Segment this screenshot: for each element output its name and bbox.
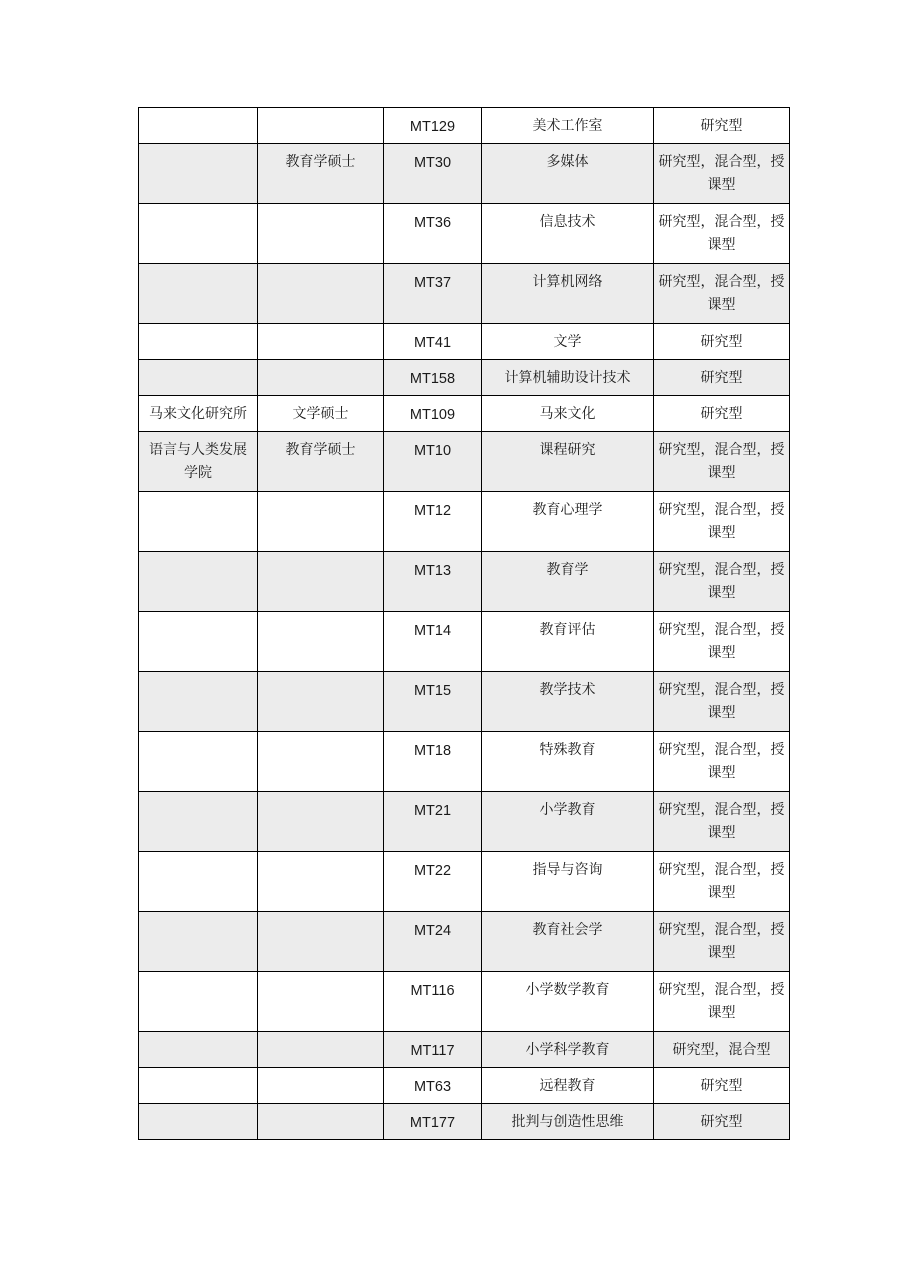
- field-cell: 小学数学教育: [482, 972, 654, 1032]
- degree-cell: [258, 972, 384, 1032]
- degree-cell: [258, 1104, 384, 1140]
- programs-table: [138, 107, 790, 1140]
- table-row: [139, 792, 790, 852]
- course-code-cell: MT12: [384, 492, 482, 552]
- faculty-cell: [139, 1104, 258, 1140]
- degree-cell: [258, 912, 384, 972]
- course-code-cell: MT13: [384, 552, 482, 612]
- field-cell: 信息技术: [482, 204, 654, 264]
- course-code-cell: MT37: [384, 264, 482, 324]
- field-cell: 小学教育: [482, 792, 654, 852]
- study-mode-cell: 研究型: [654, 324, 790, 360]
- degree-cell: [258, 1068, 384, 1104]
- degree-cell: [258, 732, 384, 792]
- table-row: [139, 204, 790, 264]
- field-cell: 特殊教育: [482, 732, 654, 792]
- course-code-cell: MT109: [384, 396, 482, 432]
- study-mode-cell: 研究型，混合型，授课型: [654, 492, 790, 552]
- course-code-cell: MT21: [384, 792, 482, 852]
- faculty-cell: [139, 912, 258, 972]
- table-row: [139, 1032, 790, 1068]
- faculty-cell: [139, 204, 258, 264]
- degree-cell: [258, 264, 384, 324]
- field-cell: 远程教育: [482, 1068, 654, 1104]
- faculty-cell: [139, 360, 258, 396]
- faculty-cell: [139, 612, 258, 672]
- study-mode-cell: 研究型，混合型，授课型: [654, 144, 790, 204]
- degree-cell: [258, 108, 384, 144]
- degree-cell: [258, 204, 384, 264]
- degree-cell: [258, 672, 384, 732]
- field-cell: 教学技术: [482, 672, 654, 732]
- field-cell: 计算机辅助设计技术: [482, 360, 654, 396]
- study-mode-cell: 研究型，混合型，授课型: [654, 852, 790, 912]
- course-code-cell: MT30: [384, 144, 482, 204]
- field-cell: 计算机网络: [482, 264, 654, 324]
- faculty-cell: [139, 1068, 258, 1104]
- table-row: [139, 912, 790, 972]
- study-mode-cell: 研究型: [654, 1104, 790, 1140]
- course-code-cell: MT177: [384, 1104, 482, 1140]
- study-mode-cell: 研究型，混合型，授课型: [654, 264, 790, 324]
- faculty-cell: [139, 1032, 258, 1068]
- course-code-cell: MT14: [384, 612, 482, 672]
- faculty-cell: [139, 492, 258, 552]
- course-code-cell: MT41: [384, 324, 482, 360]
- field-cell: 文学: [482, 324, 654, 360]
- faculty-cell: 语言与人类发展学院: [139, 432, 258, 492]
- course-code-cell: MT63: [384, 1068, 482, 1104]
- table-row: [139, 492, 790, 552]
- field-cell: 美术工作室: [482, 108, 654, 144]
- table-row: [139, 432, 790, 492]
- course-code-cell: MT117: [384, 1032, 482, 1068]
- study-mode-cell: 研究型，混合型，授课型: [654, 672, 790, 732]
- study-mode-cell: 研究型，混合型，授课型: [654, 432, 790, 492]
- field-cell: 指导与咨询: [482, 852, 654, 912]
- table-row: [139, 552, 790, 612]
- faculty-cell: [139, 144, 258, 204]
- course-code-cell: MT116: [384, 972, 482, 1032]
- course-code-cell: MT18: [384, 732, 482, 792]
- faculty-cell: [139, 108, 258, 144]
- table-row: [139, 732, 790, 792]
- faculty-cell: [139, 324, 258, 360]
- course-code-cell: MT24: [384, 912, 482, 972]
- course-code-cell: MT10: [384, 432, 482, 492]
- study-mode-cell: 研究型，混合型，授课型: [654, 912, 790, 972]
- degree-cell: [258, 324, 384, 360]
- study-mode-cell: 研究型，混合型，授课型: [654, 552, 790, 612]
- table-row: [139, 972, 790, 1032]
- course-code-cell: MT36: [384, 204, 482, 264]
- table-row: [139, 672, 790, 732]
- degree-cell: [258, 552, 384, 612]
- degree-cell: [258, 1032, 384, 1068]
- table-row: [139, 852, 790, 912]
- table-row: [139, 612, 790, 672]
- field-cell: 批判与创造性思维: [482, 1104, 654, 1140]
- study-mode-cell: 研究型，混合型，授课型: [654, 732, 790, 792]
- field-cell: 教育学: [482, 552, 654, 612]
- study-mode-cell: 研究型，混合型，授课型: [654, 972, 790, 1032]
- faculty-cell: [139, 732, 258, 792]
- course-code-cell: MT15: [384, 672, 482, 732]
- study-mode-cell: 研究型: [654, 1068, 790, 1104]
- study-mode-cell: 研究型: [654, 396, 790, 432]
- faculty-cell: [139, 792, 258, 852]
- degree-cell: [258, 360, 384, 396]
- table-row: [139, 1068, 790, 1104]
- faculty-cell: [139, 552, 258, 612]
- table-body: [139, 108, 790, 1140]
- faculty-cell: [139, 672, 258, 732]
- table-row: [139, 144, 790, 204]
- study-mode-cell: 研究型，混合型: [654, 1032, 790, 1068]
- degree-cell: [258, 612, 384, 672]
- faculty-cell: 马来文化研究所: [139, 396, 258, 432]
- degree-cell: [258, 852, 384, 912]
- faculty-cell: [139, 264, 258, 324]
- study-mode-cell: 研究型，混合型，授课型: [654, 204, 790, 264]
- table-row: [139, 396, 790, 432]
- course-code-cell: MT22: [384, 852, 482, 912]
- faculty-cell: [139, 972, 258, 1032]
- degree-cell: 教育学硕士: [258, 144, 384, 204]
- study-mode-cell: 研究型，混合型，授课型: [654, 792, 790, 852]
- course-code-cell: MT158: [384, 360, 482, 396]
- field-cell: 教育心理学: [482, 492, 654, 552]
- table-row: [139, 108, 790, 144]
- field-cell: 教育社会学: [482, 912, 654, 972]
- course-code-cell: MT129: [384, 108, 482, 144]
- table-row: [139, 264, 790, 324]
- table-row: [139, 1104, 790, 1140]
- degree-cell: 教育学硕士: [258, 432, 384, 492]
- field-cell: 小学科学教育: [482, 1032, 654, 1068]
- field-cell: 课程研究: [482, 432, 654, 492]
- table-row: [139, 324, 790, 360]
- table-row: [139, 360, 790, 396]
- field-cell: 马来文化: [482, 396, 654, 432]
- faculty-cell: [139, 852, 258, 912]
- study-mode-cell: 研究型: [654, 108, 790, 144]
- degree-cell: [258, 492, 384, 552]
- degree-cell: [258, 792, 384, 852]
- field-cell: 多媒体: [482, 144, 654, 204]
- study-mode-cell: 研究型，混合型，授课型: [654, 612, 790, 672]
- field-cell: 教育评估: [482, 612, 654, 672]
- degree-cell: 文学硕士: [258, 396, 384, 432]
- study-mode-cell: 研究型: [654, 360, 790, 396]
